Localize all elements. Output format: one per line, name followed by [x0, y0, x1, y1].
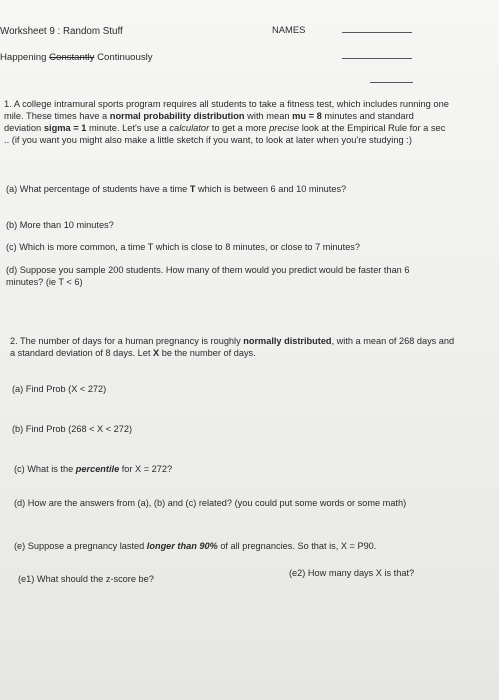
q1-intro — [4, 99, 450, 147]
q2-part-e1: (e1) What should the z-score be? — [18, 574, 154, 584]
q2-part-e-text-1: (e) Suppose a pregnancy lasted — [14, 541, 147, 551]
q2-part-a: (a) Find Prob (X < 272) — [12, 384, 107, 394]
q2-part-c-bold-italic: percentile — [75, 464, 120, 474]
name-line-2 — [342, 58, 412, 59]
q2-intro-text-2: , with a mean of 268 days and a standard deviation of 8 days. Let — [10, 336, 455, 358]
q1-intro-bold-1: normal probability distribution — [109, 110, 245, 121]
q1-part-a-bold: T — [189, 184, 196, 194]
subtitle-struck: Constantly — [49, 52, 95, 63]
name-line-1 — [342, 32, 412, 33]
worksheet-title: Worksheet 9 : Random Stuff — [0, 26, 123, 37]
q2-part-e-bold-italic: longer than 90% — [146, 541, 218, 551]
q1-intro-text-2: with mean — [244, 110, 293, 121]
q1-part-a-text-1: (a) What percentage of students have a time — [6, 184, 190, 194]
q2-part-e-text-2: of all pregnancies. So that is, X = P90. — [217, 541, 377, 551]
name-line-3 — [370, 82, 413, 83]
q1-intro-italic-1: calculator — [169, 122, 210, 133]
q1-part-c: (c) Which is more common, a time T which is close to 8 minutes, or close to 7 minutes? — [6, 242, 361, 252]
q2-intro-text-3: be the number of days. — [159, 348, 256, 358]
q1-part-a-text-2: which is between 6 and 10 minutes? — [195, 184, 347, 194]
q2-part-c-text-1: (c) What is the — [14, 464, 76, 474]
q1-intro-text-6: look at the Empirical Rule for a sec .. (if you want you might also make a little sketch if you want, to look at later when you're studying :) — [4, 122, 446, 145]
q2-part-c — [14, 463, 172, 475]
subtitle — [0, 52, 153, 64]
q2-part-c-text-2: for X = 272? — [119, 464, 173, 474]
q1-part-a — [6, 183, 346, 195]
q1-intro-italic-2: precise — [269, 122, 300, 133]
q1-part-b: (b) More than 10 minutes? — [6, 220, 114, 230]
q1-intro-bold-3: sigma = 1 — [43, 122, 87, 133]
names-label: NAMES — [272, 24, 306, 35]
q1-intro-text-3: minutes and standard deviation — [4, 110, 414, 133]
q1-intro-bold-2: mu = 8 — [292, 110, 322, 121]
q2-part-e — [14, 540, 376, 552]
subtitle-prefix: Happening — [0, 52, 47, 63]
q2-part-e2: (e2) How many days X is that? — [289, 568, 415, 578]
q1-intro-text-5: to get a more — [209, 122, 270, 133]
q2-intro-bold-2: X — [153, 348, 160, 358]
q1-intro-text-1: 1. A college intramural sports program requires all students to take a fitness test, which includes running one mile. These times have a — [4, 99, 449, 121]
q2-intro-bold-1: normally distributed — [243, 336, 332, 346]
q2-intro — [10, 335, 455, 359]
q1-intro-text-4: minute. Let's use a — [86, 122, 170, 133]
q1-part-d: (d) Suppose you sample 200 students. How many of them would you predict would be faster than 6 minutes? (ie T < 6) — [6, 265, 410, 287]
q2-part-d: (d) How are the answers from (a), (b) and (c) related? (you could put some words or some math) — [14, 498, 407, 508]
subtitle-suffix: Continuously — [97, 52, 153, 63]
q2-intro-text-1: 2. The number of days for a human pregnancy is roughly — [10, 336, 244, 346]
q2-part-b: (b) Find Prob (268 < X < 272) — [12, 424, 133, 434]
